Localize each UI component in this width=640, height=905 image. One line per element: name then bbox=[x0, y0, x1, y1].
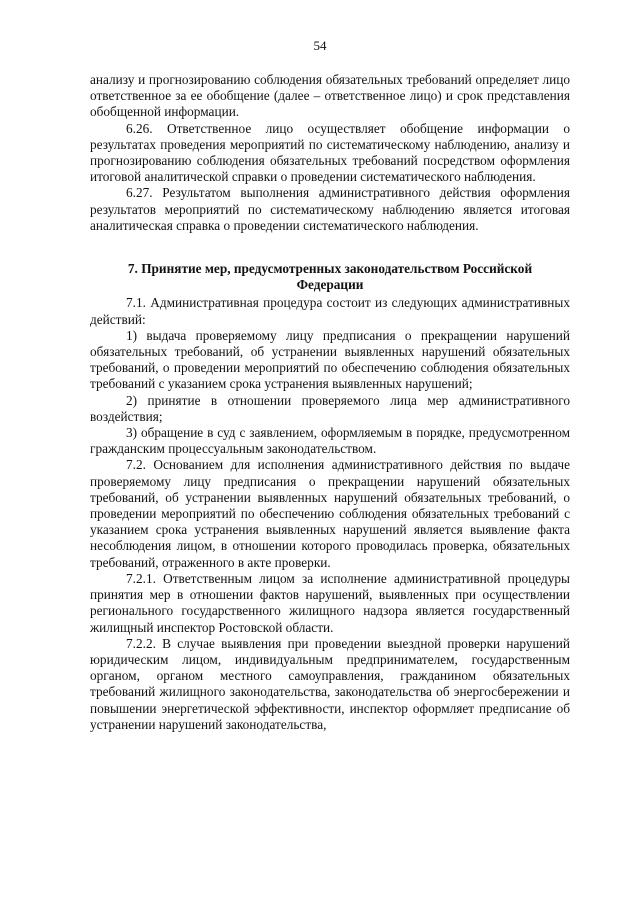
paragraph-7-1: 7.1. Административная процедура состоит из следующих административных действий: bbox=[90, 295, 570, 327]
paragraph-6-27: 6.27. Результатом выполнения административного действия оформления результатов мероприятий по систематическому наблюдению является итоговая аналитическая справка о проведении систематического наблюдения. bbox=[90, 185, 570, 233]
paragraph-7-2-1: 7.2.1. Ответственным лицом за исполнение административной процедуры принятия мер в отношении фактов нарушений, выявленных при осуществлении регионального государственного жилищного надзора является государственный жилищный инспектор Ростовской области. bbox=[90, 570, 570, 635]
paragraph-6-25-continuation: анализу и прогнозированию соблюдения обязательных требований определяет лицо ответственное за ее обобщение (далее – ответственное лицо) и срок представления обобщенной информации. bbox=[90, 72, 570, 120]
paragraph-6-26: 6.26. Ответственное лицо осуществляет обобщение информации о результатах проведения мероприятий по систематическому наблюдению, анализу и прогнозированию соблюдения обязательных требований посредством оформления итоговой аналитической справки о проведении систематического наблюдения. bbox=[90, 120, 570, 185]
list-item-7-1-1: 1) выдача проверяемому лицу предписания о прекращении нарушений обязательных требований, об устранении выявленных нарушений обязательных требований, о проведении мероприятий по обеспечению соблюдения обязательных требований с указанием срока устранения выявленных нарушений; bbox=[90, 327, 570, 392]
list-item-7-1-3: 3) обращение в суд с заявлением, оформляемым в порядке, предусмотренном гражданским процессуальным законодательством. bbox=[90, 425, 570, 457]
document-body bbox=[90, 72, 570, 733]
section-7-heading: 7. Принятие мер, предусмотренных законодательством Российской Федерации bbox=[127, 261, 533, 293]
paragraph-7-2: 7.2. Основанием для исполнения административного действия по выдаче проверяемому лицу предписания о прекращении нарушений обязательных требований, об устранении выявленных нарушений обязательных требований, о проведении мероприятий по обеспечению соблюдения обязательных требований с указанием срока устранения выявленных нарушений является выявление факта несоблюдения лицом, в отношении которого проводилась проверка, обязательных требований, отраженного в акте проверки. bbox=[90, 457, 570, 570]
page-number: 54 bbox=[313, 38, 327, 53]
paragraph-7-2-2: 7.2.2. В случае выявления при проведении выездной проверки нарушений юридическим лицом, индивидуальным предпринимателем, государственным органом, органом местного самоуправления, гражданином обязательных требований жилищного законодательства, законодательства об энергосбережении и повышении энергетической эффективности, инспектор оформляет предписание об устранении нарушений законодательства, bbox=[90, 635, 570, 732]
list-item-7-1-2: 2) принятие в отношении проверяемого лица мер административного воздействия; bbox=[90, 392, 570, 424]
